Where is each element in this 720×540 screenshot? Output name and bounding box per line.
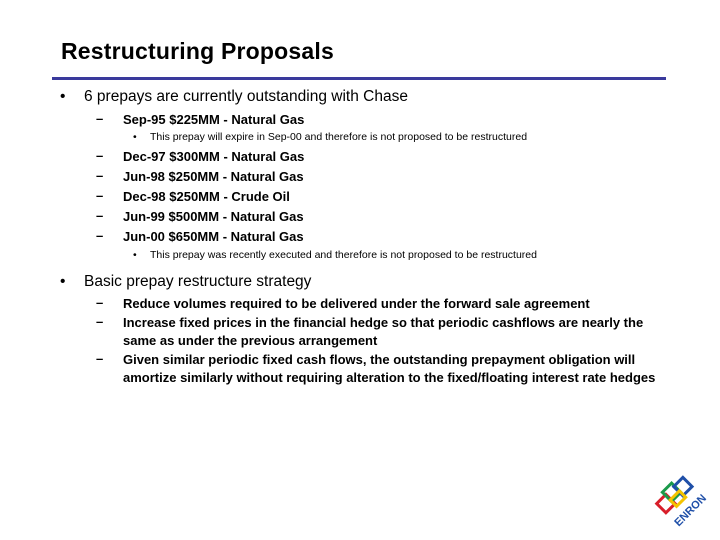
- enron-logo-icon: [650, 470, 720, 540]
- dash-marker: –: [96, 295, 104, 310]
- sub-item-text: Dec-98 $250MM - Crude Oil: [123, 189, 290, 204]
- logo-wordmark: ENRON: [672, 492, 709, 529]
- bullet-2-text: Basic prepay restructure strategy: [84, 273, 312, 290]
- slide-title: Restructuring Proposals: [61, 38, 334, 64]
- bullet-2: [60, 273, 311, 291]
- bullet-1-text: 6 prepays are currently outstanding with Chase: [84, 88, 408, 105]
- sub-item-text: Given similar periodic fixed cash flows, the outstanding prepayment obligation will amortize similarly without requiring alteration to the fixed/floating interest rate hedges: [123, 352, 656, 385]
- sub-item-text: Jun-99 $500MM - Natural Gas: [123, 209, 304, 224]
- sub-item-text: Increase fixed prices in the financial hedge so that periodic cashflows are nearly the same as under the previous arrangement: [123, 315, 644, 348]
- sub-item-text: Jun-00 $650MM - Natural Gas: [123, 229, 304, 244]
- note-text: This prepay was recently executed and therefore is not proposed to be restructured: [150, 249, 537, 261]
- dash-marker: –: [96, 168, 104, 183]
- note-marker: •: [133, 249, 137, 261]
- dash-marker: –: [96, 188, 104, 203]
- sub-item-text: Jun-98 $250MM - Natural Gas: [123, 169, 304, 184]
- dash-marker: –: [96, 228, 104, 243]
- logo-yellow-square: [670, 491, 686, 507]
- title-divider: [52, 77, 666, 80]
- bullet-1: [60, 88, 408, 106]
- sub-item-text: Dec-97 $300MM - Natural Gas: [123, 149, 305, 164]
- dash-marker: –: [96, 148, 104, 163]
- bullet-marker: •: [60, 273, 66, 290]
- dash-marker: –: [96, 314, 104, 329]
- note-text: This prepay will expire in Sep-00 and therefore is not proposed to be restructured: [150, 131, 528, 143]
- note-marker: •: [133, 131, 137, 143]
- dash-marker: –: [96, 111, 104, 126]
- sub-item-text: Sep-95 $225MM - Natural Gas: [123, 112, 305, 127]
- sub-item-text: Reduce volumes required to be delivered under the forward sale agreement: [123, 296, 590, 311]
- dash-marker: –: [96, 351, 104, 366]
- dash-marker: –: [96, 208, 104, 223]
- bullet-marker: •: [60, 88, 66, 105]
